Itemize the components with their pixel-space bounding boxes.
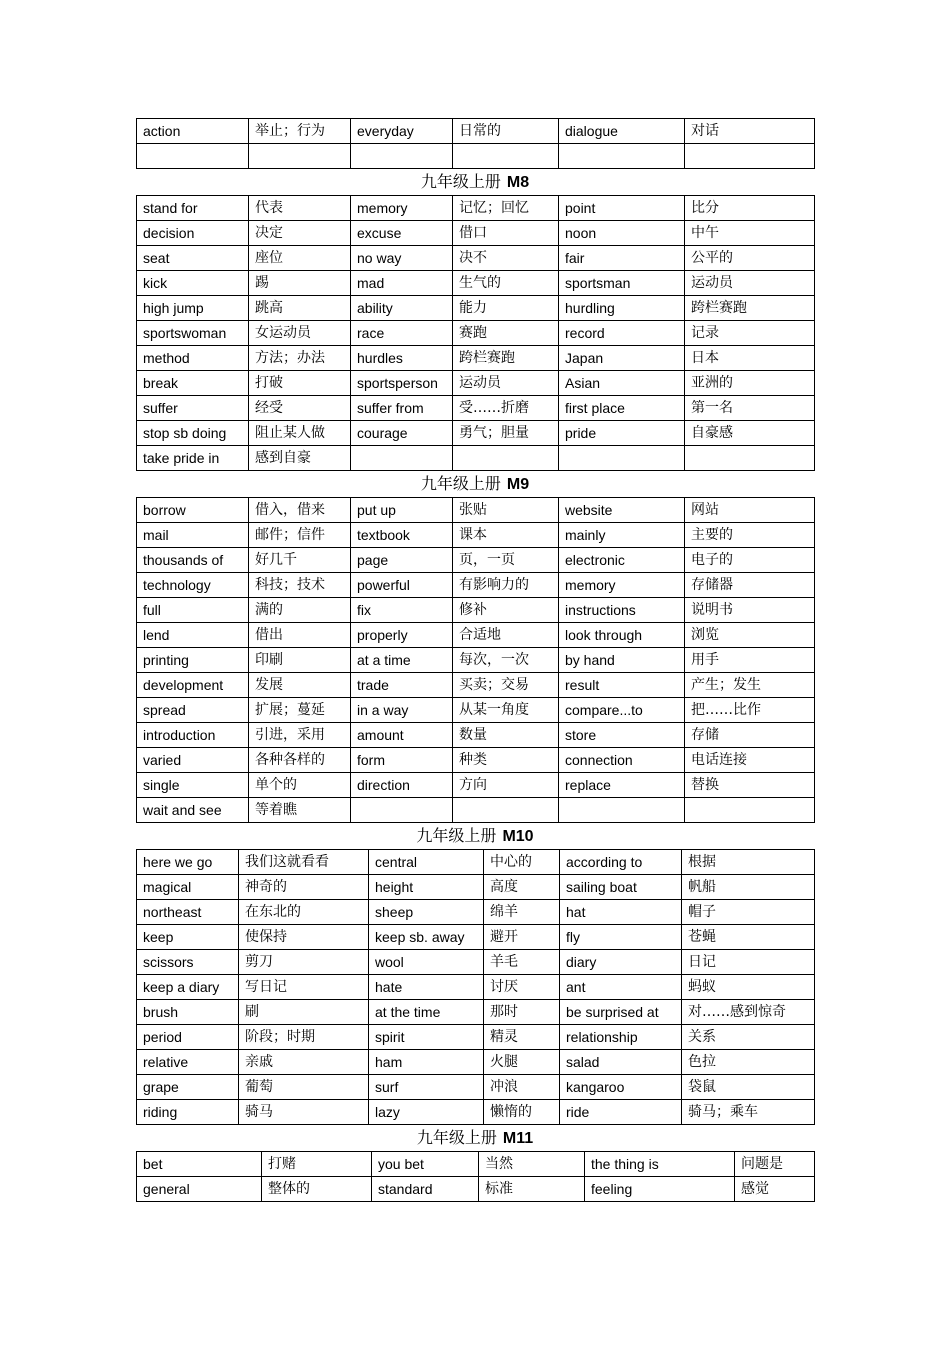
table-row xyxy=(137,900,815,925)
chinese-meaning-cell: 公平的 xyxy=(685,246,815,271)
english-term-cell: lend xyxy=(137,623,249,648)
chinese-meaning-cell: 赛跑 xyxy=(453,321,559,346)
section-heading-m9 xyxy=(136,471,814,497)
english-term-cell: powerful xyxy=(351,573,453,598)
table-row xyxy=(137,648,815,673)
english-term-cell: ham xyxy=(369,1050,484,1075)
chinese-meaning-cell: 色拉 xyxy=(682,1050,815,1075)
chinese-meaning-cell: 借入，借来 xyxy=(249,498,351,523)
english-term-cell: mad xyxy=(351,271,453,296)
chinese-meaning-cell: 每次，一次 xyxy=(453,648,559,673)
english-term-cell: look through xyxy=(559,623,685,648)
english-term-cell: wool xyxy=(369,950,484,975)
english-term-cell: textbook xyxy=(351,523,453,548)
table-row xyxy=(137,950,815,975)
chinese-meaning-cell: 火腿 xyxy=(484,1050,560,1075)
table-row xyxy=(137,144,815,169)
chinese-meaning-cell: 生气的 xyxy=(453,271,559,296)
english-term-cell: dialogue xyxy=(559,119,685,144)
english-term-cell: compare...to xyxy=(559,698,685,723)
chinese-meaning-cell: 日本 xyxy=(685,346,815,371)
english-term-cell: sportsman xyxy=(559,271,685,296)
chinese-meaning-cell: 感到自豪 xyxy=(249,446,351,471)
table-row xyxy=(137,271,815,296)
english-term-cell: action xyxy=(137,119,249,144)
chinese-meaning-cell: 扩展；蔓延 xyxy=(249,698,351,723)
chinese-meaning-cell: 记忆；回忆 xyxy=(453,196,559,221)
english-term-cell: you bet xyxy=(372,1152,479,1177)
section-heading-m8 xyxy=(136,169,814,195)
chinese-meaning-cell: 能力 xyxy=(453,296,559,321)
chinese-meaning-cell: 好几千 xyxy=(249,548,351,573)
english-term-cell xyxy=(351,446,453,471)
table-row xyxy=(137,975,815,1000)
chinese-meaning-cell: 当然 xyxy=(479,1152,585,1177)
chinese-meaning-cell: 打破 xyxy=(249,371,351,396)
table-row xyxy=(137,119,815,144)
chinese-meaning-cell: 整体的 xyxy=(262,1177,372,1202)
chinese-meaning-cell: 根据 xyxy=(682,850,815,875)
english-term-cell: result xyxy=(559,673,685,698)
chinese-meaning-cell xyxy=(249,144,351,169)
chinese-meaning-cell: 中心的 xyxy=(484,850,560,875)
chinese-meaning-cell: 袋鼠 xyxy=(682,1075,815,1100)
vocab-table-m9 xyxy=(136,497,815,823)
chinese-meaning-cell xyxy=(685,446,815,471)
table-row xyxy=(137,1152,815,1177)
chinese-meaning-cell: 日常的 xyxy=(453,119,559,144)
chinese-meaning-cell: 存储器 xyxy=(685,573,815,598)
english-term-cell: here we go xyxy=(137,850,239,875)
english-term-cell: salad xyxy=(560,1050,682,1075)
table-row xyxy=(137,623,815,648)
english-term-cell xyxy=(559,446,685,471)
english-term-cell: no way xyxy=(351,246,453,271)
english-term-cell: suffer from xyxy=(351,396,453,421)
module-label: M9 xyxy=(506,476,530,493)
chinese-meaning-cell: 标准 xyxy=(479,1177,585,1202)
chinese-meaning-cell: 问题是 xyxy=(735,1152,815,1177)
table-row xyxy=(137,673,815,698)
chinese-meaning-cell: 跨栏赛跑 xyxy=(685,296,815,321)
english-term-cell: magical xyxy=(137,875,239,900)
chinese-meaning-cell xyxy=(453,446,559,471)
table-row xyxy=(137,698,815,723)
english-term-cell: relationship xyxy=(560,1025,682,1050)
module-label: M11 xyxy=(502,1130,534,1147)
english-term-cell: kick xyxy=(137,271,249,296)
english-term-cell: riding xyxy=(137,1100,239,1125)
chinese-meaning-cell: 单个的 xyxy=(249,773,351,798)
chinese-meaning-cell: 说明书 xyxy=(685,598,815,623)
english-term-cell: varied xyxy=(137,748,249,773)
english-term-cell: feeling xyxy=(585,1177,735,1202)
chinese-meaning-cell: 合适地 xyxy=(453,623,559,648)
table-row xyxy=(137,773,815,798)
vocab-table-m11 xyxy=(136,1151,815,1202)
chinese-meaning-cell: 女运动员 xyxy=(249,321,351,346)
english-term-cell: decision xyxy=(137,221,249,246)
chinese-meaning-cell: 第一名 xyxy=(685,396,815,421)
chinese-meaning-cell: 存储 xyxy=(685,723,815,748)
chinese-meaning-cell: 方向 xyxy=(453,773,559,798)
chinese-meaning-cell: 各种各样的 xyxy=(249,748,351,773)
chinese-meaning-cell: 买卖；交易 xyxy=(453,673,559,698)
chinese-meaning-cell: 自豪感 xyxy=(685,421,815,446)
table-row xyxy=(137,446,815,471)
chinese-meaning-cell: 踢 xyxy=(249,271,351,296)
chinese-meaning-cell: 记录 xyxy=(685,321,815,346)
chinese-meaning-cell: 葡萄 xyxy=(239,1075,369,1100)
english-term-cell: ride xyxy=(560,1100,682,1125)
english-term-cell xyxy=(137,144,249,169)
chinese-meaning-cell: 引进，采用 xyxy=(249,723,351,748)
chinese-meaning-cell: 写日记 xyxy=(239,975,369,1000)
chinese-meaning-cell: 羊毛 xyxy=(484,950,560,975)
chinese-meaning-cell: 刷 xyxy=(239,1000,369,1025)
english-term-cell: spirit xyxy=(369,1025,484,1050)
english-term-cell: the thing is xyxy=(585,1152,735,1177)
chinese-meaning-cell: 冲浪 xyxy=(484,1075,560,1100)
english-term-cell: height xyxy=(369,875,484,900)
chinese-meaning-cell: 网站 xyxy=(685,498,815,523)
table-row xyxy=(137,598,815,623)
table-row xyxy=(137,1177,815,1202)
english-term-cell: wait and see xyxy=(137,798,249,823)
chinese-meaning-cell: 阻止某人做 xyxy=(249,421,351,446)
english-term-cell: sportswoman xyxy=(137,321,249,346)
chinese-meaning-cell: 蚂蚁 xyxy=(682,975,815,1000)
english-term-cell: thousands of xyxy=(137,548,249,573)
english-term-cell: excuse xyxy=(351,221,453,246)
english-term-cell: period xyxy=(137,1025,239,1050)
chinese-meaning-cell: 经受 xyxy=(249,396,351,421)
table-row xyxy=(137,396,815,421)
chinese-meaning-cell: 感觉 xyxy=(735,1177,815,1202)
english-term-cell: seat xyxy=(137,246,249,271)
chinese-meaning-cell: 精灵 xyxy=(484,1025,560,1050)
english-term-cell: at the time xyxy=(369,1000,484,1025)
chinese-meaning-cell: 电子的 xyxy=(685,548,815,573)
english-term-cell: sailing boat xyxy=(560,875,682,900)
chinese-meaning-cell: 替换 xyxy=(685,773,815,798)
table-row xyxy=(137,1000,815,1025)
chinese-meaning-cell: 借口 xyxy=(453,221,559,246)
english-term-cell: surf xyxy=(369,1075,484,1100)
chinese-meaning-cell xyxy=(453,144,559,169)
chinese-meaning-cell: 避开 xyxy=(484,925,560,950)
grade-label: 九年级上册 xyxy=(420,172,501,191)
english-term-cell: connection xyxy=(559,748,685,773)
chinese-meaning-cell: 在东北的 xyxy=(239,900,369,925)
chinese-meaning-cell: 举止；行为 xyxy=(249,119,351,144)
english-term-cell: hurdles xyxy=(351,346,453,371)
chinese-meaning-cell: 产生；发生 xyxy=(685,673,815,698)
english-term-cell: sheep xyxy=(369,900,484,925)
english-term-cell: take pride in xyxy=(137,446,249,471)
chinese-meaning-cell: 把……比作 xyxy=(685,698,815,723)
english-term-cell: put up xyxy=(351,498,453,523)
table-row xyxy=(137,548,815,573)
english-term-cell: keep sb. away xyxy=(369,925,484,950)
chinese-meaning-cell: 讨厌 xyxy=(484,975,560,1000)
chinese-meaning-cell: 我们这就看看 xyxy=(239,850,369,875)
grade-label: 九年级上册 xyxy=(420,474,501,493)
table-row xyxy=(137,371,815,396)
chinese-meaning-cell: 方法；办法 xyxy=(249,346,351,371)
section-heading-m11 xyxy=(136,1125,814,1151)
english-term-cell: record xyxy=(559,321,685,346)
chinese-meaning-cell: 张贴 xyxy=(453,498,559,523)
english-term-cell: replace xyxy=(559,773,685,798)
chinese-meaning-cell xyxy=(685,798,815,823)
english-term-cell: fix xyxy=(351,598,453,623)
english-term-cell: at a time xyxy=(351,648,453,673)
chinese-meaning-cell: 打赌 xyxy=(262,1152,372,1177)
english-term-cell: stand for xyxy=(137,196,249,221)
chinese-meaning-cell: 印刷 xyxy=(249,648,351,673)
english-term-cell: point xyxy=(559,196,685,221)
english-term-cell: memory xyxy=(559,573,685,598)
chinese-meaning-cell: 对……感到惊奇 xyxy=(682,1000,815,1025)
chinese-meaning-cell: 日记 xyxy=(682,950,815,975)
english-term-cell: spread xyxy=(137,698,249,723)
chinese-meaning-cell: 运动员 xyxy=(685,271,815,296)
english-term-cell: according to xyxy=(560,850,682,875)
english-term-cell: general xyxy=(137,1177,262,1202)
chinese-meaning-cell: 等着瞧 xyxy=(249,798,351,823)
english-term-cell: ability xyxy=(351,296,453,321)
grade-label: 九年级上册 xyxy=(416,1128,497,1147)
english-term-cell: ant xyxy=(560,975,682,1000)
english-term-cell: bet xyxy=(137,1152,262,1177)
english-term-cell: mainly xyxy=(559,523,685,548)
chinese-meaning-cell: 从某一角度 xyxy=(453,698,559,723)
chinese-meaning-cell: 有影响力的 xyxy=(453,573,559,598)
section-heading-m10 xyxy=(136,823,814,849)
table-row xyxy=(137,1100,815,1125)
english-term-cell: introduction xyxy=(137,723,249,748)
chinese-meaning-cell: 对话 xyxy=(685,119,815,144)
chinese-meaning-cell: 代表 xyxy=(249,196,351,221)
english-term-cell: fly xyxy=(560,925,682,950)
english-term-cell xyxy=(351,798,453,823)
english-term-cell: borrow xyxy=(137,498,249,523)
table-row xyxy=(137,498,815,523)
english-term-cell xyxy=(559,144,685,169)
english-term-cell: grape xyxy=(137,1075,239,1100)
grade-label: 九年级上册 xyxy=(416,826,497,845)
english-term-cell: method xyxy=(137,346,249,371)
english-term-cell: relative xyxy=(137,1050,239,1075)
chinese-meaning-cell: 决不 xyxy=(453,246,559,271)
chinese-meaning-cell: 帆船 xyxy=(682,875,815,900)
chinese-meaning-cell: 座位 xyxy=(249,246,351,271)
english-term-cell: break xyxy=(137,371,249,396)
vocab-table-m10 xyxy=(136,849,815,1125)
chinese-meaning-cell: 剪刀 xyxy=(239,950,369,975)
english-term-cell: properly xyxy=(351,623,453,648)
english-term-cell: northeast xyxy=(137,900,239,925)
english-term-cell: keep a diary xyxy=(137,975,239,1000)
english-term-cell: by hand xyxy=(559,648,685,673)
table-row xyxy=(137,875,815,900)
chinese-meaning-cell: 亲戚 xyxy=(239,1050,369,1075)
english-term-cell: fair xyxy=(559,246,685,271)
module-label: M8 xyxy=(506,174,530,191)
english-term-cell: full xyxy=(137,598,249,623)
english-term-cell: in a way xyxy=(351,698,453,723)
table-row xyxy=(137,421,815,446)
english-term-cell: printing xyxy=(137,648,249,673)
chinese-meaning-cell: 帽子 xyxy=(682,900,815,925)
english-term-cell: instructions xyxy=(559,598,685,623)
table-row xyxy=(137,1075,815,1100)
english-term-cell: standard xyxy=(372,1177,479,1202)
english-term-cell: mail xyxy=(137,523,249,548)
chinese-meaning-cell: 课本 xyxy=(453,523,559,548)
english-term-cell: first place xyxy=(559,396,685,421)
chinese-meaning-cell: 跳高 xyxy=(249,296,351,321)
chinese-meaning-cell: 高度 xyxy=(484,875,560,900)
chinese-meaning-cell: 满的 xyxy=(249,598,351,623)
table-row xyxy=(137,573,815,598)
chinese-meaning-cell: 关系 xyxy=(682,1025,815,1050)
english-term-cell: scissors xyxy=(137,950,239,975)
chinese-meaning-cell: 发展 xyxy=(249,673,351,698)
table-row xyxy=(137,1050,815,1075)
table-row xyxy=(137,1025,815,1050)
chinese-meaning-cell: 数量 xyxy=(453,723,559,748)
english-term-cell: courage xyxy=(351,421,453,446)
english-term-cell: everyday xyxy=(351,119,453,144)
english-term-cell: form xyxy=(351,748,453,773)
table-row xyxy=(137,196,815,221)
vocabulary-page xyxy=(136,118,814,1202)
vocab-table-m8 xyxy=(136,195,815,471)
chinese-meaning-cell: 使保持 xyxy=(239,925,369,950)
english-term-cell: development xyxy=(137,673,249,698)
table-row xyxy=(137,246,815,271)
english-term-cell: diary xyxy=(560,950,682,975)
english-term-cell: electronic xyxy=(559,548,685,573)
vocab-table-top xyxy=(136,118,815,169)
chinese-meaning-cell: 苍蝇 xyxy=(682,925,815,950)
chinese-meaning-cell: 借出 xyxy=(249,623,351,648)
chinese-meaning-cell: 浏览 xyxy=(685,623,815,648)
english-term-cell: store xyxy=(559,723,685,748)
english-term-cell: be surprised at xyxy=(560,1000,682,1025)
english-term-cell: single xyxy=(137,773,249,798)
chinese-meaning-cell: 受……折磨 xyxy=(453,396,559,421)
chinese-meaning-cell: 绵羊 xyxy=(484,900,560,925)
english-term-cell: pride xyxy=(559,421,685,446)
table-row xyxy=(137,296,815,321)
english-term-cell: high jump xyxy=(137,296,249,321)
english-term-cell: noon xyxy=(559,221,685,246)
english-term-cell: kangaroo xyxy=(560,1075,682,1100)
english-term-cell: hurdling xyxy=(559,296,685,321)
table-row xyxy=(137,748,815,773)
english-term-cell: keep xyxy=(137,925,239,950)
table-row xyxy=(137,925,815,950)
english-term-cell xyxy=(351,144,453,169)
english-term-cell: central xyxy=(369,850,484,875)
chinese-meaning-cell: 决定 xyxy=(249,221,351,246)
english-term-cell: brush xyxy=(137,1000,239,1025)
chinese-meaning-cell: 科技；技术 xyxy=(249,573,351,598)
english-term-cell xyxy=(559,798,685,823)
chinese-meaning-cell: 主要的 xyxy=(685,523,815,548)
chinese-meaning-cell: 电话连接 xyxy=(685,748,815,773)
english-term-cell: hat xyxy=(560,900,682,925)
table-row xyxy=(137,723,815,748)
english-term-cell: memory xyxy=(351,196,453,221)
english-term-cell: amount xyxy=(351,723,453,748)
english-term-cell: Japan xyxy=(559,346,685,371)
chinese-meaning-cell: 邮件；信件 xyxy=(249,523,351,548)
table-row xyxy=(137,221,815,246)
chinese-meaning-cell: 运动员 xyxy=(453,371,559,396)
chinese-meaning-cell: 勇气；胆量 xyxy=(453,421,559,446)
english-term-cell: hate xyxy=(369,975,484,1000)
module-label: M10 xyxy=(502,828,534,845)
table-row xyxy=(137,321,815,346)
english-term-cell: Asian xyxy=(559,371,685,396)
english-term-cell: race xyxy=(351,321,453,346)
chinese-meaning-cell: 懒惰的 xyxy=(484,1100,560,1125)
english-term-cell: lazy xyxy=(369,1100,484,1125)
chinese-meaning-cell: 骑马 xyxy=(239,1100,369,1125)
chinese-meaning-cell: 亚洲的 xyxy=(685,371,815,396)
table-row xyxy=(137,523,815,548)
chinese-meaning-cell: 种类 xyxy=(453,748,559,773)
chinese-meaning-cell xyxy=(685,144,815,169)
chinese-meaning-cell: 跨栏赛跑 xyxy=(453,346,559,371)
chinese-meaning-cell: 神奇的 xyxy=(239,875,369,900)
chinese-meaning-cell: 那时 xyxy=(484,1000,560,1025)
english-term-cell: direction xyxy=(351,773,453,798)
english-term-cell: sportsperson xyxy=(351,371,453,396)
english-term-cell: suffer xyxy=(137,396,249,421)
chinese-meaning-cell: 页，一页 xyxy=(453,548,559,573)
chinese-meaning-cell: 修补 xyxy=(453,598,559,623)
chinese-meaning-cell: 阶段；时期 xyxy=(239,1025,369,1050)
english-term-cell: page xyxy=(351,548,453,573)
table-row xyxy=(137,346,815,371)
chinese-meaning-cell xyxy=(453,798,559,823)
table-row xyxy=(137,850,815,875)
english-term-cell: stop sb doing xyxy=(137,421,249,446)
english-term-cell: technology xyxy=(137,573,249,598)
chinese-meaning-cell: 比分 xyxy=(685,196,815,221)
english-term-cell: website xyxy=(559,498,685,523)
english-term-cell: trade xyxy=(351,673,453,698)
table-row xyxy=(137,798,815,823)
chinese-meaning-cell: 中午 xyxy=(685,221,815,246)
chinese-meaning-cell: 用手 xyxy=(685,648,815,673)
chinese-meaning-cell: 骑马；乘车 xyxy=(682,1100,815,1125)
